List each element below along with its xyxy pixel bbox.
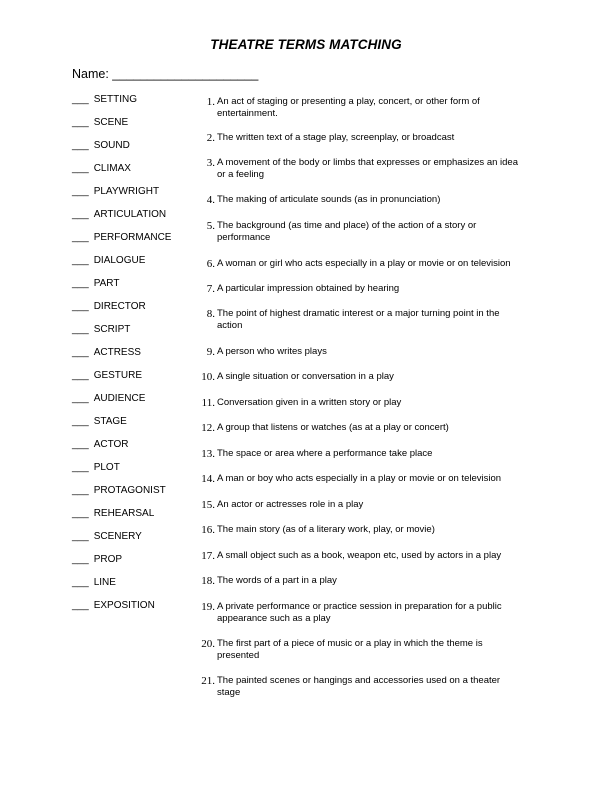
answer-blank[interactable]: ___ [72, 347, 89, 358]
term-item [72, 577, 192, 600]
definition-number: 8. [206, 308, 215, 320]
answer-blank[interactable]: ___ [72, 393, 89, 404]
term-label: PROTAGONIST [93, 485, 166, 496]
definition-text: The main story (as of a literary work, play, or movie) [217, 524, 435, 535]
definition-item [194, 638, 522, 662]
term-label: SETTING [93, 94, 138, 105]
definition-item [194, 132, 522, 144]
term-item [72, 508, 192, 531]
definition-item [194, 308, 522, 332]
definition-text: The first part of a piece of music or a play in which the theme is presented [217, 638, 483, 661]
term-item [72, 554, 192, 577]
definition-item [194, 258, 522, 270]
answer-blank[interactable]: ___ [72, 94, 89, 105]
definition-item [194, 448, 522, 460]
definition-item [194, 96, 522, 120]
definition-item [194, 346, 522, 358]
term-label: CLIMAX [93, 163, 131, 174]
answer-blank[interactable]: ___ [72, 439, 89, 450]
definition-text: A small object such as a book, weapon etc, used by actors in a play [217, 550, 502, 561]
answer-blank[interactable]: ___ [72, 232, 89, 243]
term-item [72, 393, 192, 416]
definition-number: 12. [201, 422, 215, 434]
term-label: LINE [93, 577, 116, 588]
definition-number: 10. [201, 371, 215, 383]
definition-number: 2. [206, 132, 215, 144]
definition-item [194, 575, 522, 587]
answer-blank[interactable]: ___ [72, 531, 89, 542]
definition-text: The point of highest dramatic interest or a major turning point in the action [217, 308, 500, 331]
definition-number: 7. [206, 283, 215, 295]
definition-text: The background (as time and place) of the action of a story or performance [217, 220, 477, 243]
definition-item [194, 473, 522, 485]
definition-text: The written text of a stage play, screenplay, or broadcast [217, 132, 455, 143]
answer-blank[interactable]: ___ [72, 163, 89, 174]
definition-number: 5. [206, 220, 215, 232]
answer-blank[interactable]: ___ [72, 140, 89, 151]
term-label: PLOT [93, 462, 120, 473]
definition-text: Conversation given in a written story or play [217, 397, 402, 408]
definition-number: 1. [206, 96, 215, 108]
definition-item [194, 675, 522, 699]
answer-blank[interactable]: ___ [72, 209, 89, 220]
term-label: REHEARSAL [93, 508, 155, 519]
definition-number: 21. [201, 675, 215, 687]
definition-number: 11. [201, 397, 215, 409]
definition-item [194, 371, 522, 383]
term-label: ACTRESS [93, 347, 141, 358]
definition-text: A woman or girl who acts especially in a play or movie or on television [217, 258, 511, 269]
term-label: SCRIPT [93, 324, 131, 335]
name-field-label: Name: _____________________ [72, 67, 259, 81]
term-item [72, 531, 192, 554]
term-item [72, 301, 192, 324]
definition-text: A movement of the body or limbs that expresses or emphasizes an idea or a feeling [217, 157, 518, 180]
term-item [72, 416, 192, 439]
term-list [72, 94, 192, 623]
answer-blank[interactable]: ___ [72, 278, 89, 289]
definition-item [194, 422, 522, 434]
term-item [72, 209, 192, 232]
term-item [72, 370, 192, 393]
definition-text: A man or boy who acts especially in a play or movie or on television [217, 473, 502, 484]
definition-item [194, 550, 522, 562]
definition-item [194, 194, 522, 206]
term-label: EXPOSITION [93, 600, 155, 611]
answer-blank[interactable]: ___ [72, 186, 89, 197]
definition-number: 17. [201, 550, 215, 562]
definition-number: 16. [201, 524, 215, 536]
definition-number: 13. [201, 448, 215, 460]
term-item [72, 140, 192, 163]
definition-number: 4. [206, 194, 215, 206]
term-item [72, 255, 192, 278]
definition-text: A single situation or conversation in a play [217, 371, 394, 382]
term-label: PROP [93, 554, 123, 565]
answer-blank[interactable]: ___ [72, 577, 89, 588]
term-label: SCENERY [93, 531, 142, 542]
answer-blank[interactable]: ___ [72, 600, 89, 611]
definition-number: 19. [201, 601, 215, 613]
term-label: ARTICULATION [93, 209, 167, 220]
definition-item [194, 499, 522, 511]
term-item [72, 163, 192, 186]
definition-number: 15. [201, 499, 215, 511]
answer-blank[interactable]: ___ [72, 301, 89, 312]
term-label: STAGE [93, 416, 127, 427]
term-item [72, 324, 192, 347]
definition-text: A particular impression obtained by hearing [217, 283, 400, 294]
term-item [72, 439, 192, 462]
term-item [72, 600, 192, 623]
term-label: DIRECTOR [93, 301, 146, 312]
definition-item [194, 397, 522, 409]
answer-blank[interactable]: ___ [72, 485, 89, 496]
definition-number: 3. [206, 157, 215, 169]
definition-item [194, 601, 522, 625]
definition-number: 20. [201, 638, 215, 650]
term-label: DIALOGUE [93, 255, 146, 266]
term-item [72, 278, 192, 301]
answer-blank[interactable]: ___ [72, 255, 89, 266]
definition-number: 14. [201, 473, 215, 485]
definition-text: An act of staging or presenting a play, concert, or other form of entertainment. [217, 96, 480, 119]
answer-blank[interactable]: ___ [72, 324, 89, 335]
definition-text: A private performance or practice session in preparation for a public appearance such as a play [217, 601, 502, 624]
answer-blank[interactable]: ___ [72, 416, 89, 427]
term-label: PERFORMANCE [93, 232, 172, 243]
term-label: AUDIENCE [93, 393, 146, 404]
term-label: PLAYWRIGHT [93, 186, 160, 197]
term-item [72, 347, 192, 370]
definition-text: The space or area where a performance take place [217, 448, 433, 459]
page-title: THEATRE TERMS MATCHING [210, 37, 402, 52]
answer-blank[interactable]: ___ [72, 554, 89, 565]
term-item [72, 485, 192, 508]
definition-text: The painted scenes or hangings and accessories used on a theater stage [217, 675, 501, 698]
answer-blank[interactable]: ___ [72, 117, 89, 128]
definition-text: An actor or actresses role in a play [217, 499, 364, 510]
term-item [72, 186, 192, 209]
term-label: ACTOR [93, 439, 129, 450]
term-item [72, 117, 192, 140]
answer-blank[interactable]: ___ [72, 462, 89, 473]
definition-item [194, 220, 522, 244]
definition-number: 18. [201, 575, 215, 587]
definition-text: A group that listens or watches (as at a play or concert) [217, 422, 449, 433]
definition-item [194, 157, 522, 181]
definition-item [194, 524, 522, 536]
term-label: SCENE [93, 117, 129, 128]
answer-blank[interactable]: ___ [72, 508, 89, 519]
term-item [72, 462, 192, 485]
term-label: SOUND [93, 140, 130, 151]
term-label: GESTURE [93, 370, 143, 381]
definition-number: 9. [206, 346, 215, 358]
definition-number: 6. [206, 258, 215, 270]
definition-item [194, 283, 522, 295]
term-item [72, 232, 192, 255]
term-item [72, 94, 192, 117]
answer-blank[interactable]: ___ [72, 370, 89, 381]
definition-text: The making of articulate sounds (as in pronunciation) [217, 194, 441, 205]
definition-text: A person who writes plays [217, 346, 327, 357]
definition-text: The words of a part in a play [217, 575, 337, 586]
term-label: PART [93, 278, 120, 289]
